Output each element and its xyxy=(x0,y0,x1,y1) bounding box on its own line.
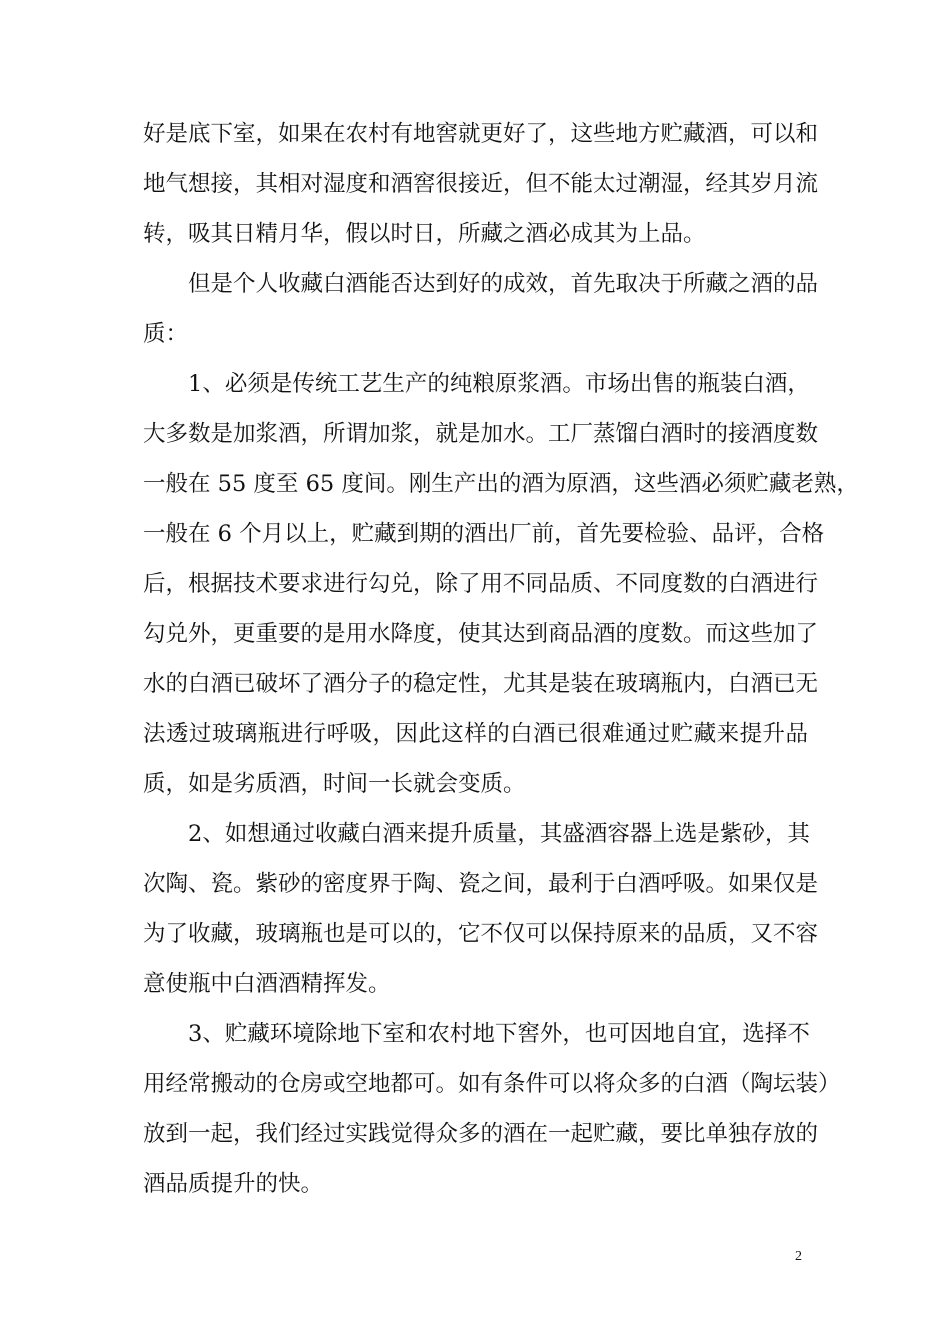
text-line: 水的白酒已破坏了酒分子的稳定性，尤其是装在玻璃瓶内，白酒已无 xyxy=(143,671,819,697)
text-line: 质，如是劣质酒，时间一长就会变质。 xyxy=(143,771,526,797)
text-line: 转，吸其日精月华，假以时日，所藏之酒必成其为上品。 xyxy=(143,221,706,247)
text-line: 放到一起，我们经过实践觉得众多的酒在一起贮藏，要比单独存放的 xyxy=(143,1121,819,1147)
text-line: 2、如想通过收藏白酒来提升质量，其盛酒容器上选是紫砂，其 xyxy=(188,821,810,847)
text-line: 1、必须是传统工艺生产的纯粮原浆酒。市场出售的瓶装白酒， xyxy=(188,371,810,397)
text-line: 为了收藏，玻璃瓶也是可以的，它不仅可以保持原来的品质，又不容 xyxy=(143,921,819,947)
text-line: 大多数是加浆酒，所谓加浆，就是加水。工厂蒸馏白酒时的接酒度数 xyxy=(143,421,819,447)
text-line: 地气想接，其相对湿度和酒窖很接近，但不能太过潮湿，经其岁月流 xyxy=(143,171,819,197)
text-line: 但是个人收藏白酒能否达到好的成效，首先取决于所藏之酒的品 xyxy=(188,271,819,297)
text-line: 酒品质提升的快。 xyxy=(143,1171,324,1197)
text-line: 3、贮藏环境除地下室和农村地下窖外，也可因地自宜，选择不 xyxy=(188,1021,810,1047)
page-number: 2 xyxy=(795,1249,802,1264)
text-line: 一般在 55 度至 65 度间。刚生产出的酒为原酒，这些酒必须贮藏老熟， xyxy=(143,471,859,497)
text-line: 勾兑外，更重要的是用水降度，使其达到商品酒的度数。而这些加了 xyxy=(143,621,819,647)
text-line: 好是底下室，如果在农村有地窖就更好了，这些地方贮藏酒，可以和 xyxy=(143,121,819,147)
text-line: 意使瓶中白酒酒精挥发。 xyxy=(143,971,391,997)
text-line: 质： xyxy=(143,321,189,347)
text-line: 法透过玻璃瓶进行呼吸，因此这样的白酒已很难通过贮藏来提升品 xyxy=(143,721,808,747)
text-line: 用经常搬动的仓房或空地都可。如有条件可以将众多的白酒（陶坛装） xyxy=(143,1071,841,1097)
text-line: 后，根据技术要求进行勾兑，除了用不同品质、不同度数的白酒进行 xyxy=(143,571,819,597)
text-line: 次陶、瓷。紫砂的密度界于陶、瓷之间，最利于白酒呼吸。如果仅是 xyxy=(143,871,819,897)
text-line: 一般在 6 个月以上，贮藏到期的酒出厂前，首先要检验、品评，合格 xyxy=(143,521,825,547)
